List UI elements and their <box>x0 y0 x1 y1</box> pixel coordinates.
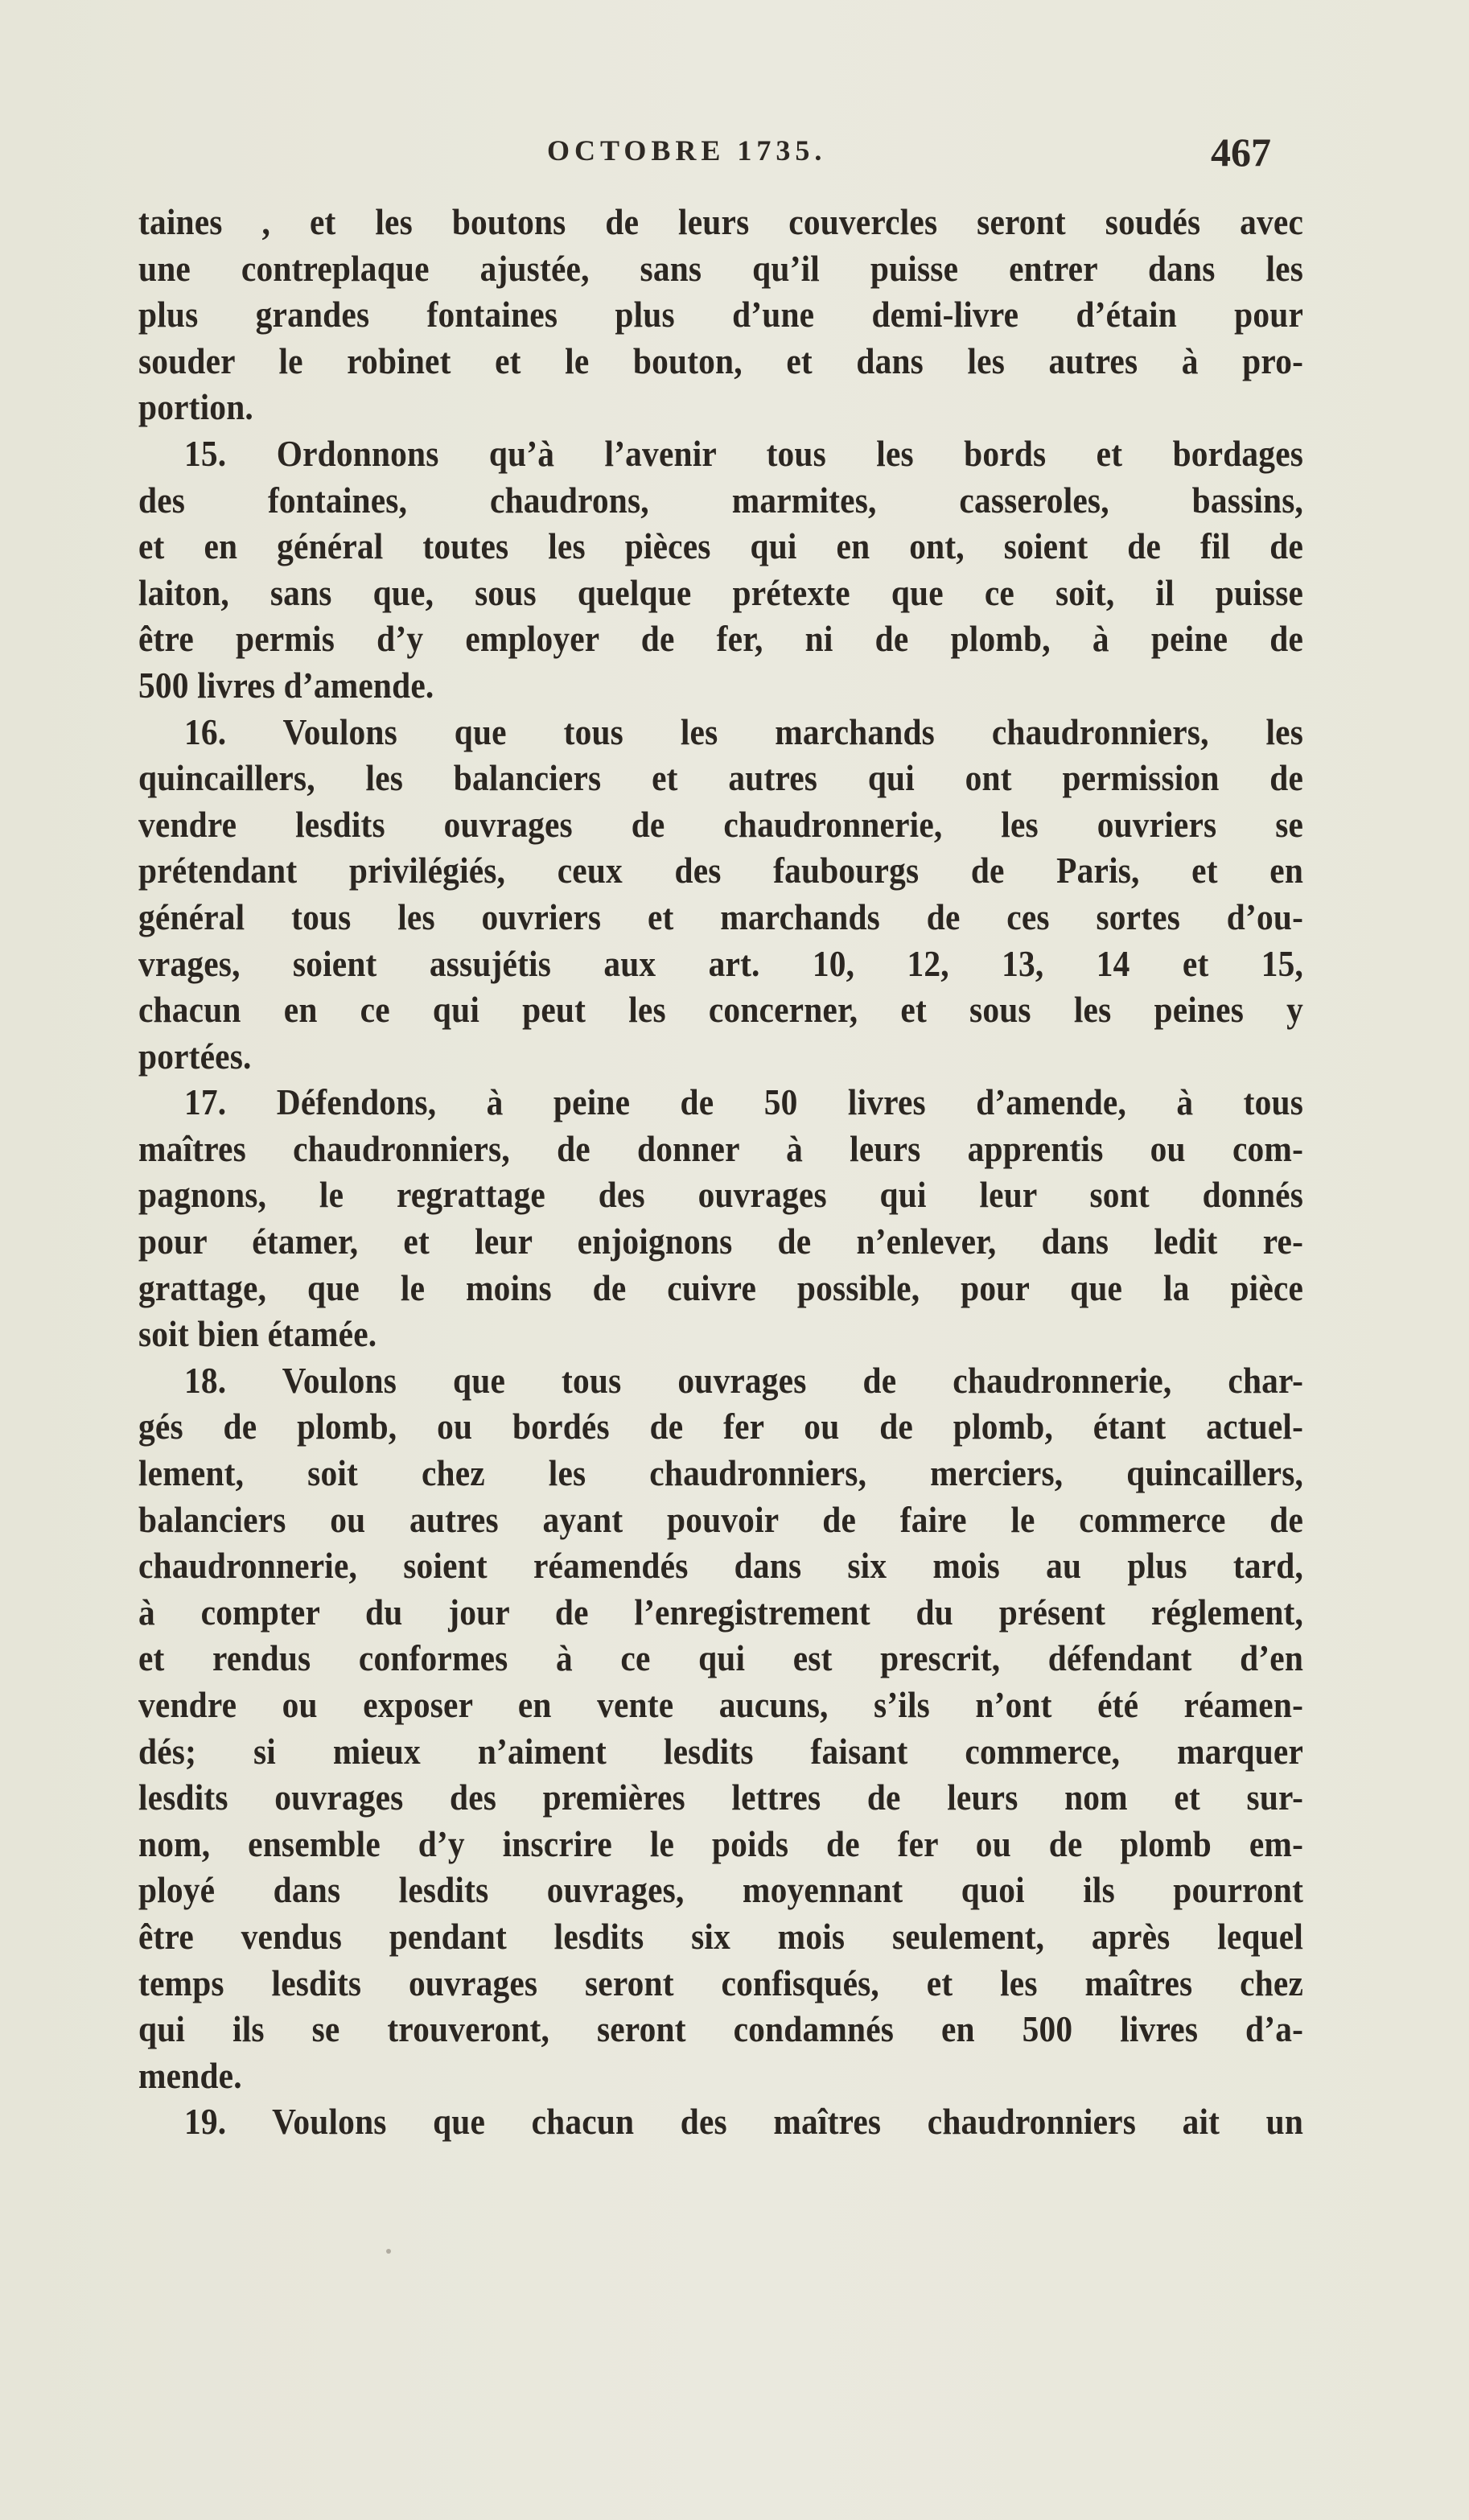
text-line: pour étamer, et leur enjoignons de n’enlever, dans ledit re- <box>138 1221 1304 1262</box>
text-line: laiton, sans que, sous quelque prétexte que ce soit, il puisse <box>138 572 1304 613</box>
text-line: à compter du jour de l’enregistrement du présent réglement, <box>138 1591 1304 1633</box>
text-line: portion. <box>138 387 253 428</box>
text-line: une contreplaque ajustée, sans qu’il puisse entrer dans les <box>138 248 1304 289</box>
text-line: être permis d’y employer de fer, ni de plomb, à peine de <box>138 619 1304 660</box>
article-start-line: 16. Voulons que tous les marchands chaudronniers, les <box>184 711 1304 752</box>
text-line: prétendant privilégiés, ceux des faubourgs de Paris, et en <box>138 850 1304 891</box>
text-line: vendre ou exposer en vente aucuns, s’ils n’ont été réamen- <box>138 1685 1304 1725</box>
paper-speck <box>386 2249 391 2254</box>
text-line: vrages, soient assujétis aux art. 10, 12, 13, 14 et 15, <box>138 943 1304 984</box>
text-line: 500 livres d’amende. <box>138 665 434 706</box>
text-line: souder le robinet et le bouton, et dans les autres à pro- <box>138 340 1304 381</box>
text-line: des fontaines, chaudrons, marmites, casseroles, bassins, <box>138 480 1304 521</box>
text-line: lesdits ouvrages des premières lettres de leurs nom et sur- <box>138 1777 1304 1818</box>
text-line: dés; si mieux n’aiment lesdits faisant commerce, marquer <box>138 1731 1304 1772</box>
text-line: nom, ensemble d’y inscrire le poids de fer ou de plomb em- <box>138 1823 1304 1864</box>
text-line: gés de plomb, ou bordés de fer ou de plomb, étant actuel- <box>138 1406 1304 1447</box>
text-line: taines , et les boutons de leurs couvercles seront soudés avec <box>138 202 1304 242</box>
text-line: balanciers ou autres ayant pouvoir de faire le commerce de <box>138 1499 1304 1540</box>
text-line: portées. <box>138 1036 252 1077</box>
text-line: qui ils se trouveront, seront condamnés en 500 livres d’a- <box>138 2009 1304 2050</box>
text-line: chacun en ce qui peut les concerner, et sous les peines y <box>138 990 1304 1031</box>
text-line: pagnons, le regrattage des ouvrages qui leur sont donnés <box>138 1175 1304 1216</box>
text-line: grattage, que le moins de cuivre possible, pour que la pièce <box>138 1267 1304 1308</box>
text-line: chaudronnerie, soient réamendés dans six mois au plus tard, <box>138 1546 1304 1587</box>
text-line: général tous les ouvriers et marchands de ces sortes d’ou- <box>138 896 1304 937</box>
text-line: temps lesdits ouvrages seront confisqués, et les maîtres chez <box>138 1962 1304 2003</box>
body-text <box>138 200 1303 2146</box>
article-start-line: 18. Voulons que tous ouvrages de chaudronnerie, char- <box>184 1360 1304 1401</box>
text-line: quincaillers, les balanciers et autres qui ont permission de <box>138 758 1304 799</box>
text-line: et en général toutes les pièces qui en ont, soient de fil de <box>138 526 1304 567</box>
text-line: soit bien étamée. <box>138 1314 377 1355</box>
article-start-line: 19. Voulons que chacun des maîtres chaudronniers ait un <box>184 2102 1304 2143</box>
article-start-line: 17. Défendons, à peine de 50 livres d’amende, à tous <box>184 1082 1304 1123</box>
text-line: et rendus conformes à ce qui est prescrit, défendant d’en <box>138 1638 1304 1679</box>
page-header <box>137 129 1303 177</box>
text-line: maîtres chaudronniers, de donner à leurs apprentis ou com- <box>138 1128 1304 1169</box>
text-line: être vendus pendant lesdits six mois seulement, après lequel <box>138 1916 1304 1957</box>
running-title: OCTOBRE 1735. <box>547 134 827 167</box>
text-line: mende. <box>138 2055 242 2096</box>
text-line: lement, soit chez les chaudronniers, merciers, quincaillers, <box>138 1453 1304 1494</box>
page-number: 467 <box>1211 130 1271 175</box>
text-line: vendre lesdits ouvrages de chaudronnerie, les ouvriers se <box>138 804 1304 845</box>
text-line: ployé dans lesdits ouvrages, moyennant quoi ils pourront <box>138 1870 1304 1911</box>
article-start-line: 15. Ordonnons qu’à l’avenir tous les bords et bordages <box>184 433 1304 474</box>
text-line: plus grandes fontaines plus d’une demi-livre d’étain pour <box>138 294 1304 336</box>
